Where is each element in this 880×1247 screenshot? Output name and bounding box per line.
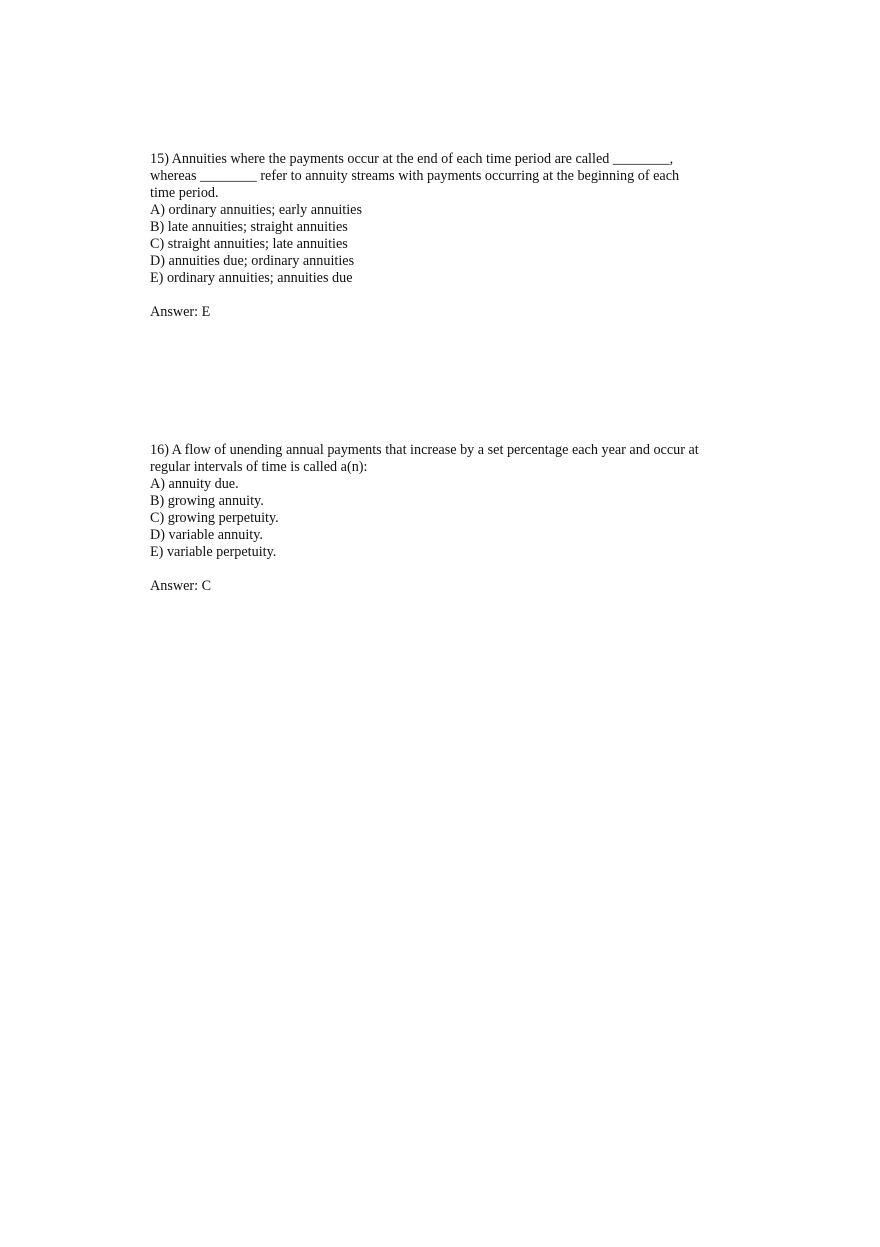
option-a: A) annuity due. [150, 476, 239, 492]
option-a: A) ordinary annuities; early annuities [150, 202, 362, 218]
answer-key: Answer: E [150, 304, 211, 320]
question-15 [150, 151, 750, 321]
option-b: B) growing annuity. [150, 493, 264, 509]
option-d: D) variable annuity. [150, 527, 263, 543]
stem-line: regular intervals of time is called a(n): [150, 459, 368, 475]
question-stem [150, 151, 750, 202]
stem-line: 15) Annuities where the payments occur at the end of each time period are called ________, [150, 151, 674, 167]
option-c: C) straight annuities; late annuities [150, 236, 348, 252]
option-c: C) growing perpetuity. [150, 510, 279, 526]
answer-key: Answer: C [150, 578, 212, 594]
question-stem [150, 442, 750, 476]
stem-line: time period. [150, 185, 219, 201]
answer-options [150, 476, 750, 561]
option-e: E) variable perpetuity. [150, 544, 277, 560]
answer-options [150, 202, 750, 287]
option-d: D) annuities due; ordinary annuities [150, 253, 355, 269]
stem-line: 16) A flow of unending annual payments that increase by a set percentage each year and occur at [150, 442, 699, 458]
option-e: E) ordinary annuities; annuities due [150, 270, 353, 286]
stem-line: whereas ________ refer to annuity streams with payments occurring at the beginning of each [150, 168, 680, 184]
option-b: B) late annuities; straight annuities [150, 219, 348, 235]
question-16 [150, 442, 750, 595]
